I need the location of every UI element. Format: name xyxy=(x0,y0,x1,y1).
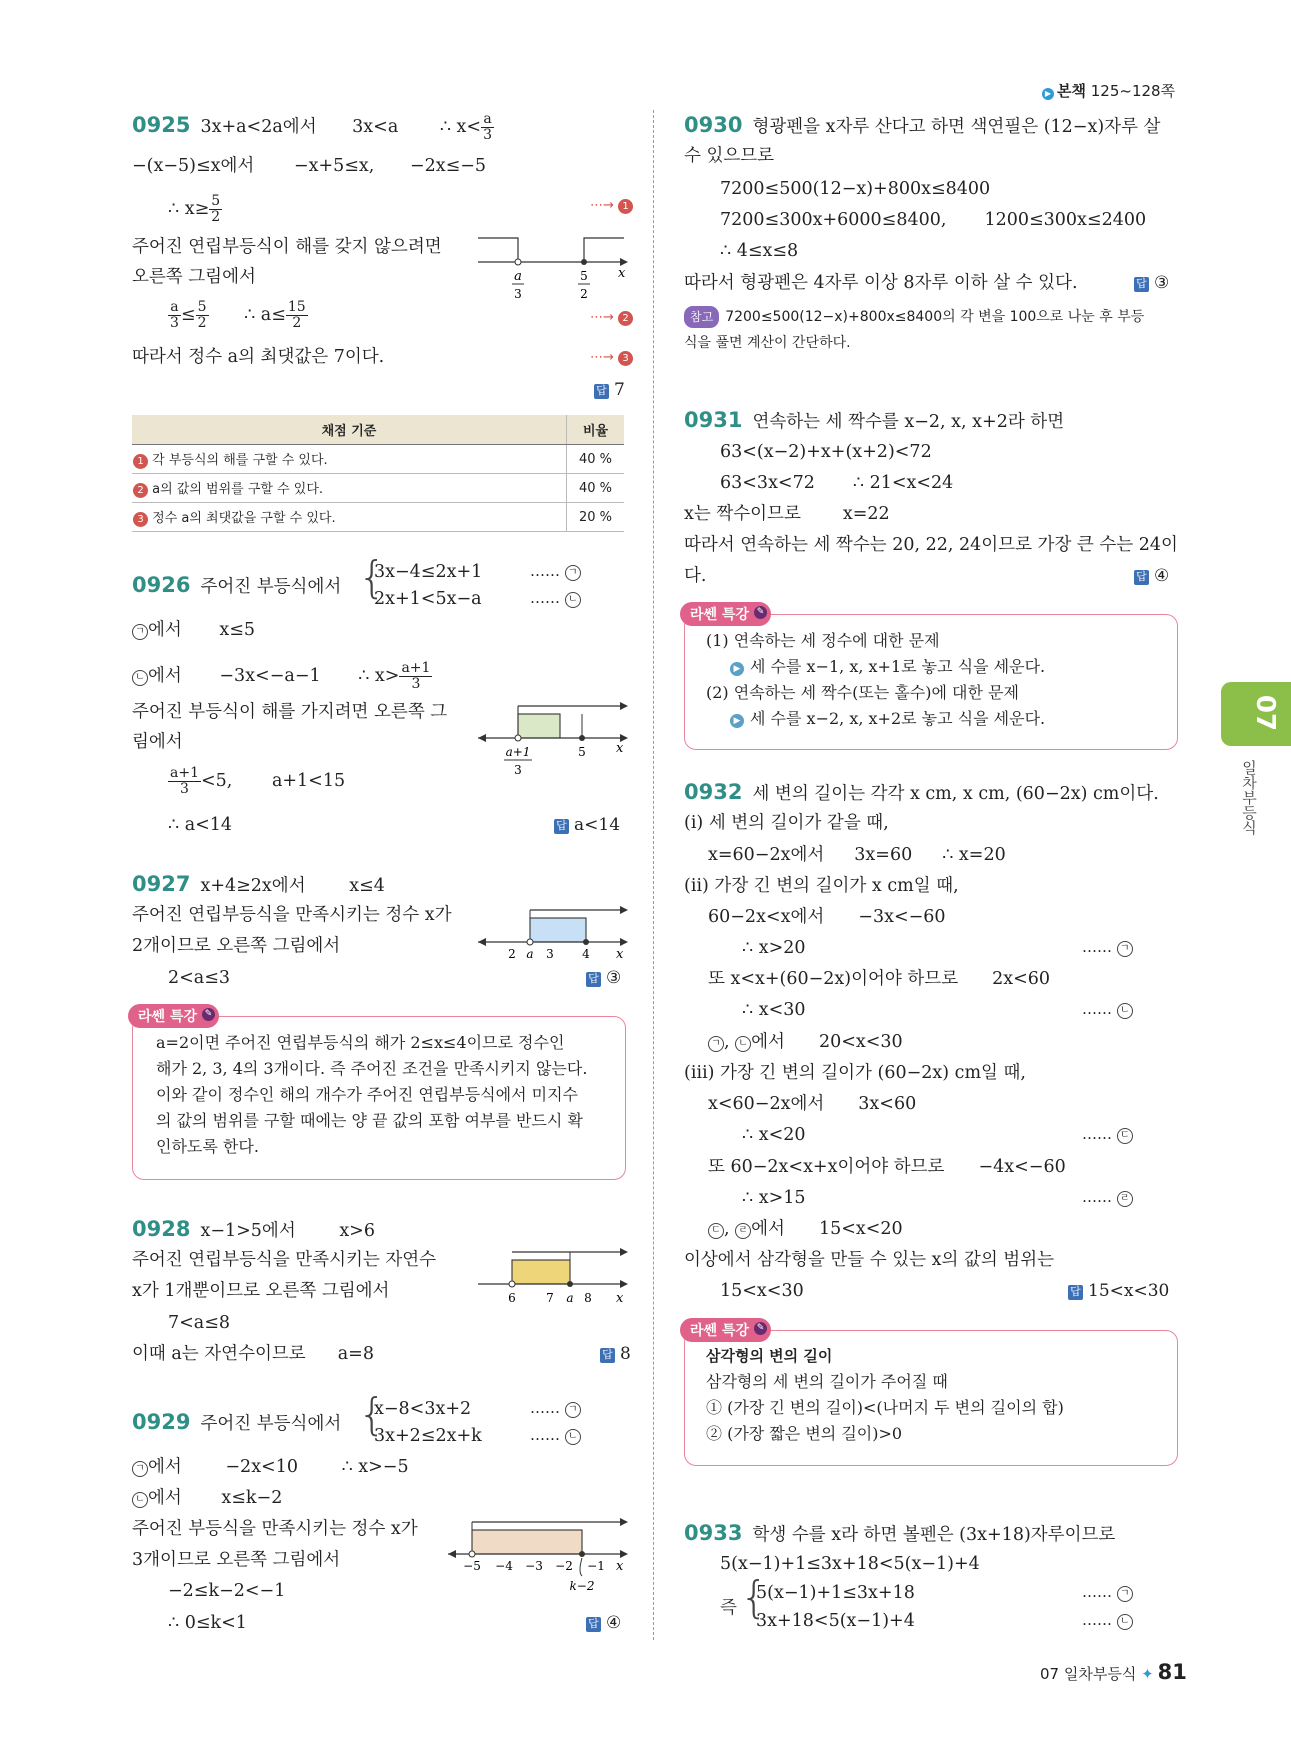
tip-badge-3: 라쎈 특강 ✎ xyxy=(680,1318,771,1342)
p0925-line2: −(x−5)≤x에서 −x+5≤x, −2x≤−5 xyxy=(132,156,487,176)
rubric-head-ratio: 비율 xyxy=(567,415,625,445)
svg-text:x: x xyxy=(616,1559,624,1574)
fraction-a-over-3: $\frac{a}{3}$ xyxy=(483,111,493,143)
svg-text:−5: −5 xyxy=(463,1559,481,1573)
p0931-answer: 답 ④ xyxy=(1134,566,1169,586)
svg-text:x: x xyxy=(616,1291,624,1306)
page-reference: ▶ 본책 125~128쪽 xyxy=(1042,80,1175,101)
svg-text:3: 3 xyxy=(546,947,554,961)
page-number: 81 xyxy=(1157,1660,1187,1684)
tip3-text: 삼각형의 변의 길이 삼각형의 세 변의 길이가 주어질 때 ① (가장 긴 변의 길이)<(나머지 두 변의 길이의 합) ② (가장 짧은 변의 길이)>0 xyxy=(706,1347,1064,1443)
arrow-right-icon: ▶ xyxy=(730,662,744,676)
svg-text:−2: −2 xyxy=(555,1559,573,1573)
svg-text:a+1: a+1 xyxy=(505,745,531,759)
p0925-line3: ∴ x≥ $\frac{5}{2}$ xyxy=(168,193,221,225)
svg-text:x: x xyxy=(616,947,624,962)
diamond-icon: ✦ xyxy=(1141,1665,1154,1683)
p0929-number-line xyxy=(448,1512,628,1596)
p0925-line5: 오른쪽 그림에서 xyxy=(132,267,256,287)
p0925-line6: $\frac{a}{3}$ ≤ $\frac{5}{2}$ ∴ a≤ $\frac{15}{2}$ xyxy=(170,299,306,331)
p0928-number-line xyxy=(478,1246,628,1308)
rubric-row: 2 a의 값의 범위를 구할 수 있다. 40 % xyxy=(132,474,624,503)
p0926-line-intro: 0926 주어진 부등식에서 xyxy=(132,573,342,597)
tip-badge-2: 라쎈 특강 ✎ xyxy=(680,602,771,626)
svg-text:5: 5 xyxy=(580,269,588,283)
chapter-tab[interactable]: 07 xyxy=(1221,682,1291,746)
svg-text:a: a xyxy=(526,947,534,961)
p0926-answer: 답 a<14 xyxy=(554,815,620,835)
p0926-number-line xyxy=(478,700,628,782)
column-divider xyxy=(653,110,654,1640)
arrow-right-icon: ▶ xyxy=(730,714,744,728)
p0928-answer: 답 8 xyxy=(600,1344,631,1364)
svg-text:k−2: k−2 xyxy=(569,1579,595,1593)
svg-text:−3: −3 xyxy=(525,1559,543,1573)
page-footer: 07 일차부등식 ✦ 81 xyxy=(1040,1660,1187,1684)
rubric-header-row xyxy=(132,415,624,445)
pencil-icon: ✎ xyxy=(202,1008,215,1021)
svg-text:3: 3 xyxy=(514,287,522,301)
reference-bullet-icon: ▶ xyxy=(1042,88,1054,100)
svg-text:x: x xyxy=(618,266,626,281)
pencil-icon: ✎ xyxy=(754,606,767,619)
svg-text:7: 7 xyxy=(546,1291,554,1305)
pencil-icon: ✎ xyxy=(754,1322,767,1335)
p0925-line7: 따라서 정수 a의 최댓값은 7이다. xyxy=(132,347,385,367)
score-mark-1: ⋯→ 1 xyxy=(590,198,633,214)
svg-text:3: 3 xyxy=(514,763,522,777)
tip1-text: a=2이면 주어진 연립부등식의 해가 2≤x≤4이므로 정수인 해가 2, 3, 4의 3개이다. 즉 주어진 조건을 만족시키지 않는다. 이와 같이 정수인 해의 개수가 주어진 연립부등식에서 미지수 의 값의 범위를 구할 때에는 양 끝 값의 포함 여부를 반드시 확 인하도록 한다. xyxy=(156,1033,588,1156)
system-brace: { xyxy=(358,552,386,603)
scoring-rubric-table xyxy=(132,415,624,532)
rubric-head-criterion: 채점 기준 xyxy=(132,415,567,445)
tip-badge-1: 라쎈 특강 ✎ xyxy=(128,1004,219,1028)
p0932-answer: 답 15<x<30 xyxy=(1068,1281,1169,1301)
svg-text:8: 8 xyxy=(584,1291,592,1305)
p0927-number-line xyxy=(478,900,628,962)
svg-text:2: 2 xyxy=(580,287,588,301)
chapter-side-title: 일차부등식 xyxy=(1240,760,1258,835)
note-tag: 참고 xyxy=(684,306,719,328)
p0925-line1: 0925 3x+a<2a에서 3x<a ∴ x< $\frac{a}{3}$ xyxy=(132,111,493,143)
svg-text:4: 4 xyxy=(582,947,590,961)
score-mark-3: ⋯→ 3 xyxy=(590,350,633,366)
svg-text:−4: −4 xyxy=(495,1559,513,1573)
tick-a: a xyxy=(514,269,522,284)
rubric-row: 3 정수 a의 최댓값을 구할 수 있다. 20 % xyxy=(132,503,624,532)
p0930-answer: 답 ③ xyxy=(1134,273,1169,293)
svg-text:2: 2 xyxy=(508,947,516,961)
svg-text:6: 6 xyxy=(508,1291,516,1305)
svg-text:x: x xyxy=(616,741,624,756)
p0929-answer: 답 ④ xyxy=(586,1613,621,1633)
p0925-number-line xyxy=(478,228,628,306)
svg-text:−1: −1 xyxy=(587,1559,605,1573)
p0927-answer: 답 ③ xyxy=(586,968,621,988)
score-mark-2: ⋯→ 2 xyxy=(590,310,633,326)
svg-text:a: a xyxy=(566,1291,574,1305)
answer-icon: 답 xyxy=(594,384,609,399)
reference-pages: 125~128쪽 xyxy=(1090,82,1176,100)
tip2-text: (1) 연속하는 세 정수에 대한 문제 ▶ 세 수를 x−1, x, x+1로 놓고 식을 세운다. (2) 연속하는 세 짝수(또는 홀수)에 대한 문제 ▶ 세 수를 x−2, x, x+2로 놓고 식을 세운다. xyxy=(706,631,1046,728)
p0925-answer: 답 7 xyxy=(594,380,625,400)
rubric-row: 1 각 부등식의 해를 구할 수 있다. 40 % xyxy=(132,445,624,474)
p0925-line4: 주어진 연립부등식이 해를 갖지 않으려면 xyxy=(132,237,442,257)
svg-text:5: 5 xyxy=(578,745,586,759)
